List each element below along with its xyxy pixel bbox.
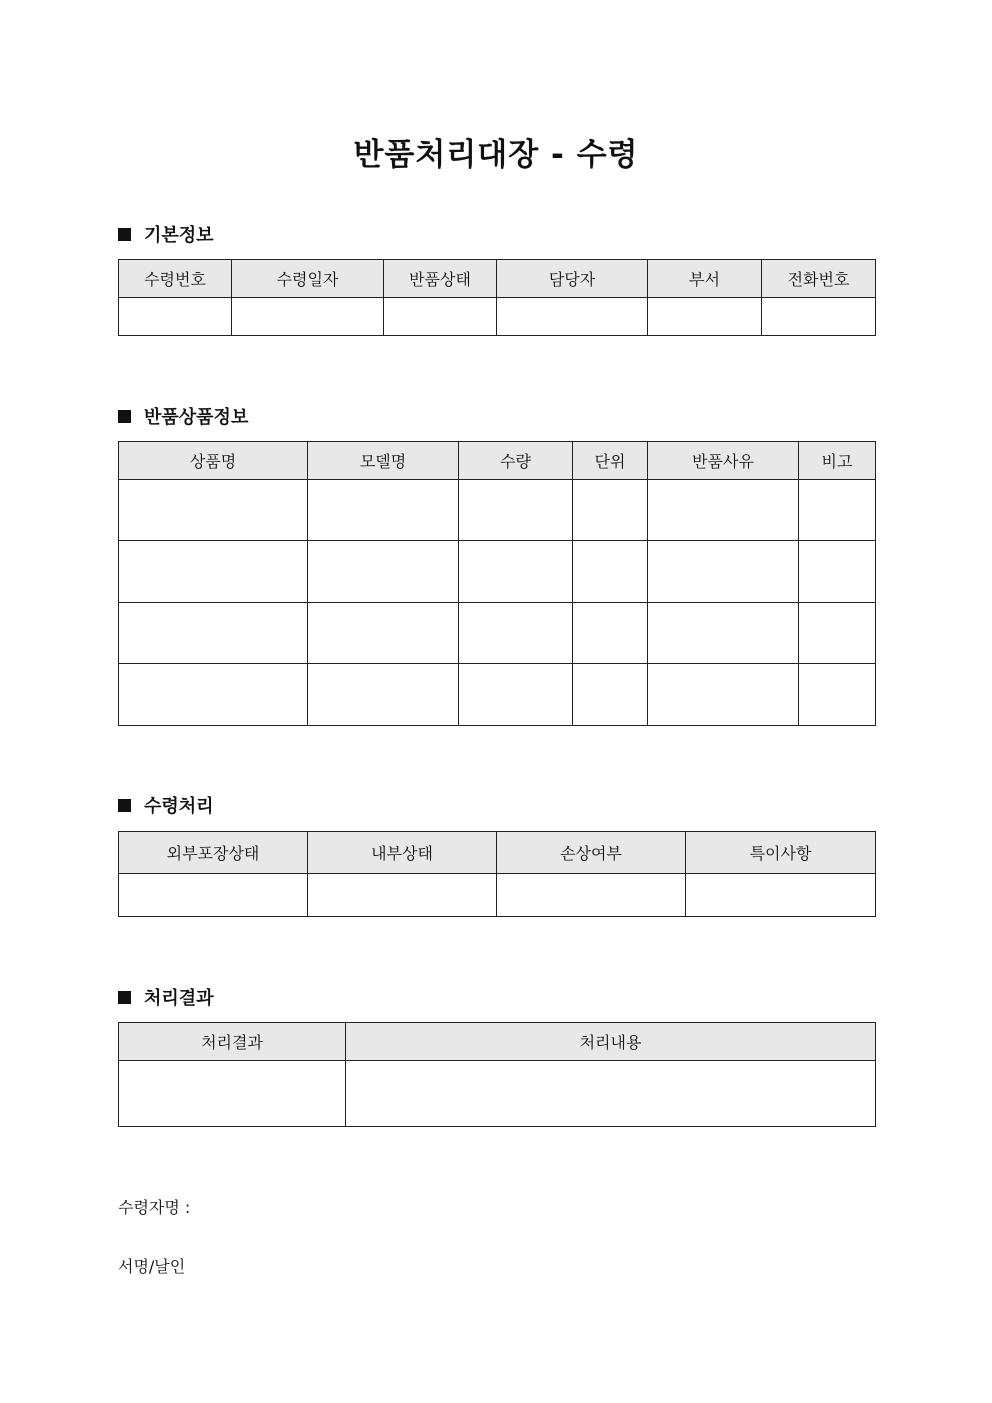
table-header-row [119, 832, 876, 874]
table-row [119, 603, 876, 664]
input-cell-unit[interactable] [573, 480, 648, 541]
column-header-quantity: 수량 [459, 442, 573, 480]
table-row [119, 664, 876, 726]
section-heading-receipt [118, 793, 214, 817]
processing-result-table [118, 1022, 876, 1127]
input-cell-product-name[interactable] [119, 603, 308, 664]
input-cell-model-name[interactable] [308, 541, 459, 603]
input-cell-remarks[interactable] [799, 664, 876, 726]
input-cell-inner-condition[interactable] [308, 874, 497, 917]
column-header-model-name: 모델명 [308, 442, 459, 480]
input-cell-return-reason[interactable] [648, 664, 799, 726]
section-heading-product [118, 404, 248, 428]
table-row [119, 480, 876, 541]
square-bullet-icon [118, 228, 131, 241]
input-cell-product-name[interactable] [119, 541, 308, 603]
input-cell-quantity[interactable] [459, 603, 573, 664]
table-row [119, 298, 876, 336]
table-row [119, 541, 876, 603]
section-heading-result [118, 985, 214, 1009]
column-header-details: 처리내용 [346, 1023, 876, 1061]
input-cell-unit[interactable] [573, 541, 648, 603]
column-header-product-name: 상품명 [119, 442, 308, 480]
input-cell-damage[interactable] [497, 874, 686, 917]
column-header-outer-packaging: 외부포장상태 [119, 832, 308, 874]
input-cell-return-status[interactable] [384, 298, 497, 336]
input-cell-model-name[interactable] [308, 480, 459, 541]
square-bullet-icon [118, 799, 131, 812]
table-header-row [119, 1023, 876, 1061]
column-header-damage: 손상여부 [497, 832, 686, 874]
input-cell-phone[interactable] [762, 298, 876, 336]
table-header-row [119, 260, 876, 298]
return-product-table [118, 441, 876, 726]
section-heading-label: 수령처리 [144, 796, 214, 817]
table-row [119, 1061, 876, 1127]
input-cell-quantity[interactable] [459, 541, 573, 603]
column-header-manager: 담당자 [497, 260, 648, 298]
input-cell-remarks[interactable] [799, 480, 876, 541]
input-cell-model-name[interactable] [308, 664, 459, 726]
section-heading-basic [118, 222, 214, 246]
signature-label: 서명/날인 [118, 1257, 186, 1276]
column-header-special-notes: 특이사항 [686, 832, 876, 874]
column-header-department: 부서 [648, 260, 762, 298]
input-cell-outer-packaging[interactable] [119, 874, 308, 917]
input-cell-quantity[interactable] [459, 664, 573, 726]
input-cell-return-reason[interactable] [648, 480, 799, 541]
column-header-receipt-number: 수령번호 [119, 260, 232, 298]
section-heading-label: 반품상품정보 [144, 407, 249, 428]
input-cell-department[interactable] [648, 298, 762, 336]
section-heading-label: 기본정보 [144, 225, 214, 246]
basic-info-table [118, 259, 876, 336]
input-cell-manager[interactable] [497, 298, 648, 336]
receipt-processing-table [118, 831, 876, 917]
input-cell-result[interactable] [119, 1061, 346, 1127]
column-header-return-reason: 반품사유 [648, 442, 799, 480]
input-cell-model-name[interactable] [308, 603, 459, 664]
page-title: 반품처리대장 - 수령 [353, 137, 639, 173]
square-bullet-icon [118, 991, 131, 1004]
column-header-result: 처리결과 [119, 1023, 346, 1061]
column-header-remarks: 비고 [799, 442, 876, 480]
column-header-return-status: 반품상태 [384, 260, 497, 298]
input-cell-unit[interactable] [573, 603, 648, 664]
input-cell-product-name[interactable] [119, 480, 308, 541]
column-header-unit: 단위 [573, 442, 648, 480]
input-cell-remarks[interactable] [799, 541, 876, 603]
column-header-inner-condition: 내부상태 [308, 832, 497, 874]
input-cell-remarks[interactable] [799, 603, 876, 664]
receiver-name-label: 수령자명 : [118, 1198, 191, 1217]
table-row [119, 874, 876, 917]
input-cell-quantity[interactable] [459, 480, 573, 541]
input-cell-details[interactable] [346, 1061, 876, 1127]
input-cell-return-reason[interactable] [648, 603, 799, 664]
input-cell-product-name[interactable] [119, 664, 308, 726]
square-bullet-icon [118, 410, 131, 423]
section-heading-label: 처리결과 [144, 988, 214, 1009]
input-cell-return-reason[interactable] [648, 541, 799, 603]
input-cell-special-notes[interactable] [686, 874, 876, 917]
column-header-phone: 전화번호 [762, 260, 876, 298]
input-cell-receipt-date[interactable] [232, 298, 384, 336]
table-header-row [119, 442, 876, 480]
column-header-receipt-date: 수령일자 [232, 260, 384, 298]
input-cell-receipt-number[interactable] [119, 298, 232, 336]
input-cell-unit[interactable] [573, 664, 648, 726]
